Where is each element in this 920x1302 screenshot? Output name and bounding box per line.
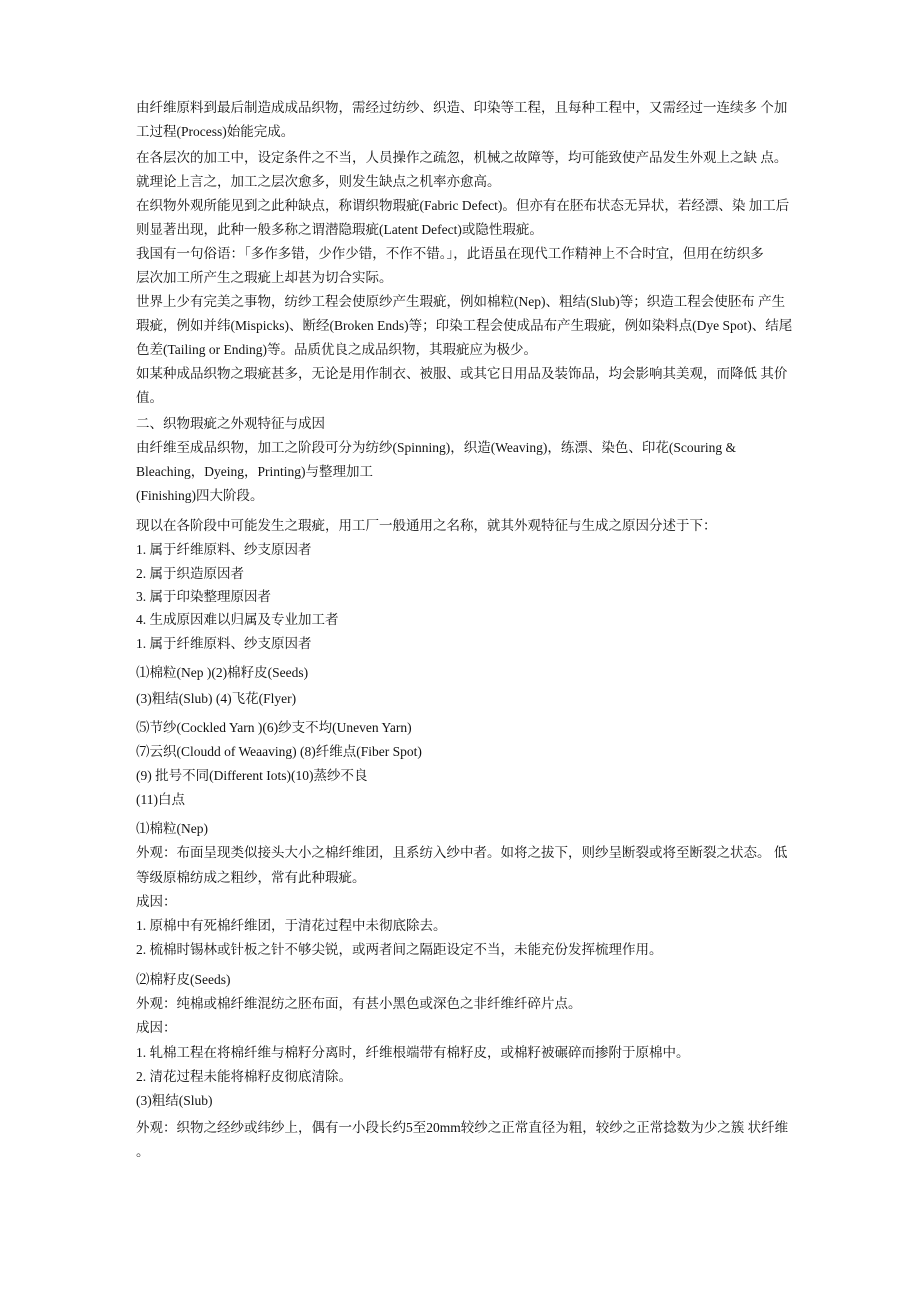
paragraph-line: 外观：纯棉或棉纤维混纺之胚布面，有甚小黑色或深色之非纤维纤碎片点。 [136,996,582,1011]
defect-list-line: ⑴棉粒(Nep )(2)棉籽皮(Seeds) [136,665,309,680]
list-item: 2. 清花过程未能将棉籽皮彻底清除。 [136,1069,352,1084]
subsection-heading: 1. 属于纤维原料、纱支原因者 [136,636,312,651]
paragraph-line: 在织物外观所能见到之此种缺点，称谓织物瑕疵(Fabric Defect)。但亦有在胚布状态无异状，若经漂、染 加工后 [136,198,790,213]
paragraph-line: 如某种成品织物之瑕疵甚多，无论是用作制衣、被服、或其它日用品及装饰品，均会影响其美观，而降低 其价 [136,366,788,381]
paragraph-line: Bleaching，Dyeing，Printing)与整理加工 [136,464,373,479]
list-item: 2. 梳棉时锡林或针板之针不够尖锐，或两者间之隔距设定不当，未能充份发挥梳理作用。 [136,942,663,957]
paragraph-line: 外观：布面呈现类似接头大小之棉纤维团，且系纺入纱中者。如将之拔下，则纱呈断裂或将至断裂之状态。 低 [136,845,788,860]
paragraph-line: 则显著出现，此种一般多称之谓潜隐瑕疵(Latent Defect)或隐性瑕疵。 [136,222,543,237]
defect-list-line: (11)白点 [136,792,185,807]
defect-list-line: ⑸节纱(Cockled Yarn )(6)纱支不均(Uneven Yarn) [136,720,412,735]
paragraph-line: 在各层次的加工中，设定条件之不当，人员操作之疏忽，机械之故障等，均可能致使产品发生外观上之缺 点。 [136,150,788,165]
defect-heading: (3)粗结(Slub) [136,1093,213,1108]
list-item: 3. 属于印染整理原因者 [136,589,271,604]
paragraph-line: 值。 [136,390,163,405]
defect-heading: ⑵棉籽皮(Seeds) [136,972,231,987]
defect-list-line: (9) 批号不同(Different Iots)(10)蒸纱不良 [136,768,368,783]
section-heading: 二、织物瑕疵之外观特征与成因 [136,416,325,431]
paragraph-line: 工过程(Process)始能完成。 [136,124,295,139]
paragraph-line: 我国有一句俗语：「多作多错，少作少错，不作不错。」，此语虽在现代工作精神上不合时宜，但用在纺织多 [136,246,764,261]
defect-list-line: (3)粗结(Slub) (4)飞花(Flyer) [136,691,297,706]
paragraph-line: 瑕疵，例如并纬(Mispicks)、断经(Broken Ends)等；印染工程会使成品布产生瑕疵，例如染料点(Dye Spot)、结尾 [136,318,793,333]
paragraph-line: 就理论上言之，加工之层次愈多，则发生缺点之机率亦愈高。 [136,174,501,189]
defect-list-line: ⑺云织(Cloudd of Weaaving) (8)纤维点(Fiber Spot) [136,744,422,759]
paragraph-line: 世界上少有完美之事物，纺纱工程会使原纱产生瑕疵，例如棉粒(Nep)、粗结(Slub)等；织造工程会使胚布 产生 [136,294,786,309]
list-item: 1. 原棉中有死棉纤维团，于清花过程中未彻底除去。 [136,918,447,933]
list-item: 2. 属于织造原因者 [136,566,244,581]
paragraph-line: 。 [136,1144,150,1159]
paragraph-line: 等级原棉纺成之粗纱，常有此种瑕疵。 [136,870,366,885]
paragraph-line: 现以在各阶段中可能发生之瑕疵，用工厂一般通用之名称，就其外观特征与生成之原因分述于下： [136,518,717,533]
paragraph-line: 色差(Tailing or Ending)等。品质优良之成品织物，其瑕疵应为极少。 [136,342,538,357]
paragraph-line: (Finishing)四大阶段。 [136,488,264,503]
defect-heading: ⑴棉粒(Nep) [136,821,208,836]
list-item: 1. 属于纤维原料、纱支原因者 [136,542,312,557]
cause-label: 成因： [136,894,177,909]
paragraph-line: 外观：织物之经纱或纬纱上，偶有一小段长约5至20mm较纱之正常直径为粗，较纱之正常捻数为少之簇 状纤维 [136,1120,789,1135]
cause-label: 成因： [136,1020,177,1035]
list-item: 1. 轧棉工程在将棉纤维与棉籽分离时，纤维根端带有棉籽皮，或棉籽被碾碎而掺附于原棉中。 [136,1045,690,1060]
list-item: 4. 生成原因难以归属及专业加工者 [136,612,339,627]
paragraph-line: 层次加工所产生之瑕疵上却甚为切合实际。 [136,270,393,285]
paragraph-line: 由纤维原料到最后制造成成品织物，需经过纺纱、织造、印染等工程，且每种工程中，又需经过一连续多 个加 [136,100,788,115]
paragraph-line: 由纤维至成品织物，加工之阶段可分为纺纱(Spinning)，织造(Weaving)，练漂、染色、印花(Scouring & [136,440,737,455]
